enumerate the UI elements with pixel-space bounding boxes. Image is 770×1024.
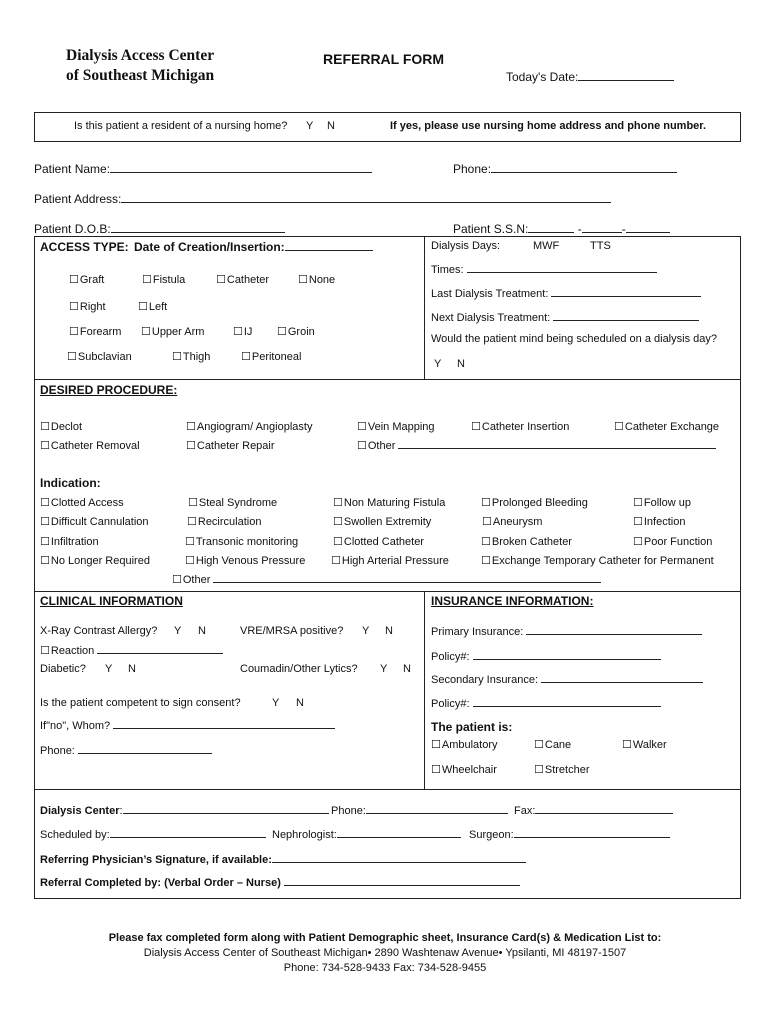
graft-checkbox[interactable]: ☐ Graft	[69, 273, 104, 286]
patient-ssn-field[interactable]	[453, 222, 670, 236]
coumadin-label: Coumadin/Other Lytics?	[240, 663, 358, 675]
surgeon-label: Surgeon:	[469, 829, 514, 841]
patient-phone-field[interactable]	[453, 162, 677, 176]
difficult-cannulation-checkbox[interactable]: ☐ Difficult Cannulation	[40, 515, 149, 528]
last-treatment-label: Last Dialysis Treatment:	[431, 288, 549, 300]
stretcher-checkbox[interactable]: ☐ Stretcher	[534, 763, 590, 776]
desired-procedure-heading: DESIRED PROCEDURE:	[40, 383, 178, 397]
high-venous-pressure-checkbox[interactable]: ☐ High Venous Pressure	[185, 554, 305, 567]
clinical-top-rule	[34, 591, 741, 592]
nursing-home-instruction: If yes, please use nursing home address and phone number.	[390, 120, 707, 132]
ambulatory-checkbox[interactable]: ☐ Ambulatory	[431, 738, 498, 751]
swollen-extremity-checkbox[interactable]: ☐ Swollen Extremity	[333, 515, 431, 528]
vre-label: VRE/MRSA positive?	[240, 625, 344, 637]
secondary-insurance-label: Secondary Insurance:	[431, 674, 539, 686]
steal-syndrome-checkbox[interactable]: ☐ Steal Syndrome	[188, 496, 277, 509]
catheter-removal-checkbox[interactable]: ☐ Catheter Removal	[40, 439, 140, 452]
mind-no[interactable]: N	[457, 358, 465, 370]
indication-heading: Indication:	[40, 476, 101, 490]
catheter-repair-checkbox[interactable]: ☐ Catheter Repair	[186, 439, 275, 452]
whom-field[interactable]	[40, 719, 335, 732]
completed-by-field[interactable]	[40, 876, 520, 889]
exchange-temporary-checkbox[interactable]: ☐ Exchange Temporary Catheter for Permanent	[481, 554, 714, 567]
footer-address: Dialysis Access Center of Southeast Michigan• 2890 Washtenaw Avenue• Ypsilanti, MI 48197-1507	[143, 947, 627, 959]
dialysis-tts[interactable]: TTS	[590, 240, 611, 252]
coumadin-yes[interactable]: Y	[380, 663, 388, 675]
policy2-field[interactable]	[431, 697, 661, 710]
wheelchair-checkbox[interactable]: ☐ Wheelchair	[431, 763, 497, 776]
catheter-exchange-checkbox[interactable]: ☐ Catheter Exchange	[614, 420, 719, 433]
high-arterial-pressure-checkbox[interactable]: ☐ High Arterial Pressure	[331, 554, 449, 567]
indication-other-checkbox[interactable]: ☐ Other	[172, 574, 210, 586]
vre-no[interactable]: N	[385, 625, 393, 637]
patient-dob-label: Patient D.O.B:	[34, 222, 111, 236]
clinical-phone-label: Phone:	[40, 745, 75, 757]
patient-ssn-label: Patient S.S.N:	[453, 222, 529, 236]
patient-dob-field[interactable]	[34, 222, 285, 236]
patient-name-field[interactable]	[34, 162, 372, 176]
xray-no[interactable]: N	[198, 625, 206, 637]
ij-checkbox[interactable]: ☐ IJ	[233, 325, 252, 338]
procedure-other-checkbox[interactable]: ☐ Other	[357, 440, 395, 452]
fistula-checkbox[interactable]: ☐ Fistula	[142, 273, 185, 286]
dialysis-mwf[interactable]: MWF	[533, 240, 560, 252]
consent-no[interactable]: N	[296, 697, 304, 709]
patient-address-label: Patient Address:	[34, 192, 122, 206]
vein-mapping-checkbox[interactable]: ☐ Vein Mapping	[357, 420, 435, 433]
indication-other-field[interactable]	[172, 573, 601, 586]
center-phone-label: Phone:	[331, 805, 366, 817]
infection-checkbox[interactable]: ☐ Infection	[633, 515, 685, 528]
policy-label: Policy#:	[431, 651, 470, 663]
subclavian-checkbox[interactable]: ☐ Subclavian	[67, 350, 132, 363]
secondary-insurance-field[interactable]	[431, 673, 703, 686]
ssn-separator-2: -	[621, 222, 626, 236]
consent-label: Is the patient competent to sign consent?	[40, 697, 241, 709]
recirculation-checkbox[interactable]: ☐ Recirculation	[187, 515, 261, 528]
reaction-checkbox[interactable]: ☐ Reaction	[40, 645, 94, 657]
patient-is-label: The patient is:	[431, 720, 513, 734]
diabetic-no[interactable]: N	[128, 663, 136, 675]
nursing-home-no[interactable]: N	[327, 120, 335, 132]
nursing-home-question: Is this patient a resident of a nursing home?	[74, 120, 288, 132]
reaction-field[interactable]	[40, 644, 223, 657]
forearm-checkbox[interactable]: ☐ Forearm	[69, 325, 121, 338]
peritoneal-checkbox[interactable]: ☐ Peritoneal	[241, 350, 301, 363]
left-checkbox[interactable]: ☐ Left	[138, 300, 167, 313]
whom-label: If"no", Whom?	[40, 720, 111, 732]
todays-date-field[interactable]	[506, 70, 674, 84]
clinical-heading: CLINICAL INFORMATION	[40, 594, 183, 608]
mind-question: Would the patient mind being scheduled on a dialysis day?	[431, 333, 717, 345]
insurance-heading: INSURANCE INFORMATION:	[431, 594, 594, 608]
patient-name-label: Patient Name:	[34, 162, 111, 176]
coumadin-no[interactable]: N	[403, 663, 411, 675]
last-treatment-field[interactable]	[431, 287, 701, 300]
nephrologist-label: Nephrologist:	[272, 829, 337, 841]
catheter-checkbox[interactable]: ☐ Catheter	[216, 273, 269, 286]
follow-up-checkbox[interactable]: ☐ Follow up	[633, 496, 691, 509]
mind-yes[interactable]: Y	[434, 358, 442, 370]
policy2-label: Policy#:	[431, 698, 470, 710]
form-title: REFERRAL FORM	[323, 51, 445, 67]
footer-instruction: Please fax completed form along with Patient Demographic sheet, Insurance Card(s) & Medication List to:	[108, 932, 662, 944]
policy-field[interactable]	[431, 650, 661, 663]
vre-yes[interactable]: Y	[362, 625, 370, 637]
org-name-line1: Dialysis Access Center	[66, 47, 215, 64]
prolonged-bleeding-checkbox[interactable]: ☐ Prolonged Bleeding	[481, 496, 588, 509]
clinical-phone-field[interactable]	[40, 744, 212, 757]
xray-allergy-label: X-Ray Contrast Allergy?	[40, 625, 158, 637]
catheter-insertion-checkbox[interactable]: ☐ Catheter Insertion	[471, 420, 569, 433]
patient-address-field[interactable]	[34, 192, 611, 206]
dialysis-center-label: Dialysis Center	[40, 805, 120, 817]
scheduled-by-label: Scheduled by:	[40, 829, 110, 841]
upper-arm-checkbox[interactable]: ☐ Upper Arm	[141, 325, 204, 338]
center-fax-field[interactable]	[514, 804, 673, 817]
times-label: Times:	[431, 264, 464, 276]
todays-date-label: Today's Date:	[506, 70, 579, 84]
primary-insurance-field[interactable]	[431, 625, 702, 638]
creation-date-label: Date of Creation/Insertion:	[134, 240, 285, 254]
primary-insurance-label: Primary Insurance:	[431, 626, 524, 638]
signature-label: Referring Physician’s Signature, if available:	[40, 854, 272, 866]
diabetic-yes[interactable]: Y	[105, 663, 113, 675]
broken-catheter-checkbox[interactable]: ☐ Broken Catheter	[481, 535, 572, 548]
thigh-checkbox[interactable]: ☐ Thigh	[172, 350, 210, 363]
access-divider	[424, 236, 425, 379]
center-phone-field[interactable]	[331, 804, 508, 817]
clinical-divider	[424, 591, 425, 789]
completed-by-label: Referral Completed by: (Verbal Order – Nurse)	[40, 877, 281, 889]
aneurysm-checkbox[interactable]: ☐ Aneurysm	[482, 515, 542, 528]
nephrologist-field[interactable]	[272, 828, 461, 841]
cane-checkbox[interactable]: ☐ Cane	[534, 738, 571, 751]
dialysis-center-field[interactable]	[40, 804, 329, 817]
next-treatment-label: Next Dialysis Treatment:	[431, 312, 551, 324]
ssn-separator-1: -	[577, 222, 582, 236]
signature-field[interactable]	[40, 853, 526, 866]
right-checkbox[interactable]: ☐ Right	[69, 300, 106, 313]
none-checkbox[interactable]: ☐ None	[298, 273, 335, 286]
footer-contact: Phone: 734-528-9433 Fax: 734-528-9455	[283, 962, 487, 974]
patient-phone-label: Phone:	[453, 162, 492, 176]
transonic-monitoring-checkbox[interactable]: ☐ Transonic monitoring	[185, 535, 298, 548]
diabetic-label: Diabetic?	[40, 663, 86, 675]
declot-checkbox[interactable]: ☐ Declot	[40, 420, 82, 433]
clotted-access-checkbox[interactable]: ☐ Clotted Access	[40, 496, 124, 509]
angiogram-checkbox[interactable]: ☐ Angiogram/ Angioplasty	[186, 420, 312, 433]
infiltration-checkbox[interactable]: ☐ Infiltration	[40, 535, 99, 548]
dialysis-center-colon: :	[119, 805, 123, 817]
clotted-catheter-checkbox[interactable]: ☐ Clotted Catheter	[333, 535, 424, 548]
non-maturing-fistula-checkbox[interactable]: ☐ Non Maturing Fistula	[333, 496, 445, 509]
nursing-home-yes[interactable]: Y	[306, 120, 314, 132]
access-type-label: ACCESS TYPE:	[40, 240, 129, 254]
procedure-top-rule	[34, 379, 741, 380]
groin-checkbox[interactable]: ☐ Groin	[277, 325, 315, 338]
next-treatment-field[interactable]	[431, 311, 699, 324]
xray-yes[interactable]: Y	[174, 625, 182, 637]
walker-checkbox[interactable]: ☐ Walker	[622, 738, 667, 751]
center-fax-label: Fax:	[514, 805, 536, 817]
poor-function-checkbox[interactable]: ☐ Poor Function	[633, 535, 712, 548]
dialysis-days-label: Dialysis Days:	[431, 240, 501, 252]
scheduling-top-rule	[34, 789, 741, 790]
procedure-other-field[interactable]	[357, 439, 716, 452]
no-longer-required-checkbox[interactable]: ☐ No Longer Required	[40, 554, 150, 567]
times-field[interactable]	[431, 263, 657, 276]
scheduled-by-field[interactable]	[40, 828, 266, 841]
consent-yes[interactable]: Y	[272, 697, 280, 709]
org-name-line2: of Southeast Michigan	[66, 67, 215, 84]
creation-date-field[interactable]	[134, 240, 373, 254]
surgeon-field[interactable]	[469, 828, 670, 841]
